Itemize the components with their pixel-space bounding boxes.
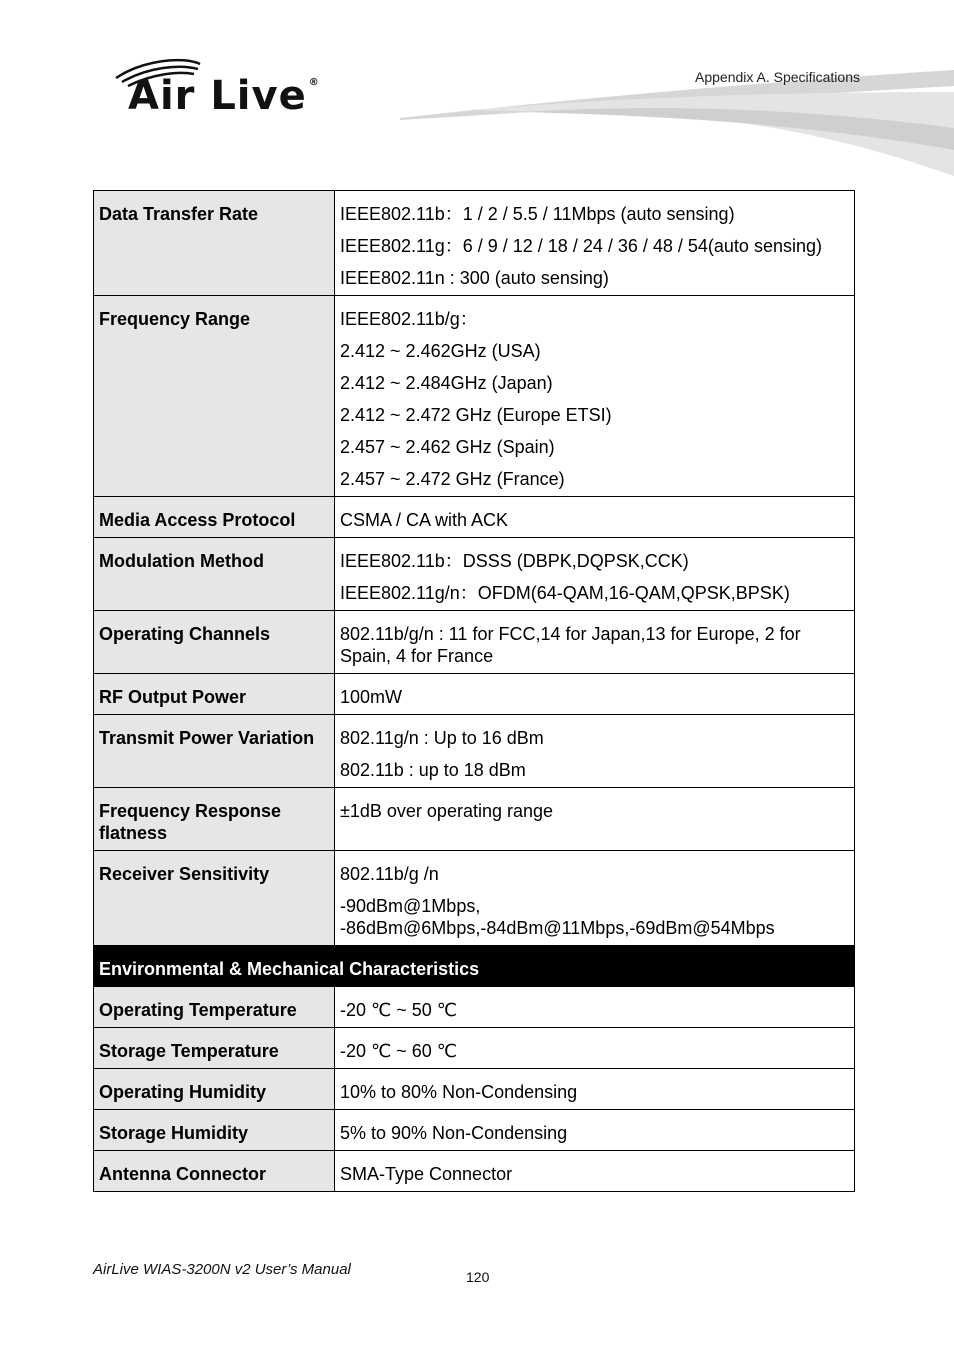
table-row: [94, 497, 855, 538]
spec-label: Frequency Response flatness: [94, 788, 335, 851]
spec-value-line: ±1dB over operating range: [340, 801, 554, 821]
spec-value-line: 802.11b : up to 18 dBm: [340, 760, 526, 780]
spec-value: [335, 296, 855, 497]
spec-value-line: 2.457 ~ 2.472 GHz (France): [340, 469, 565, 489]
spec-value: -20 ℃ ~ 50 ℃: [335, 987, 855, 1028]
table-row: [94, 1069, 855, 1110]
table-row: [94, 987, 855, 1028]
spec-value-line: 2.412 ~ 2.462GHz (USA): [340, 341, 541, 361]
table-row: [94, 1028, 855, 1069]
spec-value-line: 802.11b/g/n : 11 for FCC,14 for Japan,13 for Europe, 2 for Spain, 4 for France: [340, 624, 801, 666]
spec-label: Operating Temperature: [94, 987, 335, 1028]
spec-value: [335, 788, 855, 851]
table-row: [94, 296, 855, 497]
spec-value-line: 100mW: [340, 687, 403, 707]
table-row: [94, 1110, 855, 1151]
spec-value-line: 2.412 ~ 2.484GHz (Japan): [340, 373, 553, 393]
section-title: Appendix A. Specifications: [695, 69, 860, 85]
page-number: 120: [466, 1269, 490, 1285]
table-row: [94, 674, 855, 715]
table-row: [94, 788, 855, 851]
spec-value: [335, 497, 855, 538]
table-row: [94, 851, 855, 946]
spec-value-line: IEEE802.11b：DSSS (DBPK,DQPSK,CCK): [340, 551, 689, 571]
logo-wordmark: [128, 74, 318, 129]
spec-value-line: IEEE802.11b：1 / 2 / 5.5 / 11Mbps (auto sensing): [340, 204, 735, 224]
spec-value: [335, 191, 855, 296]
spec-value: 10% to 80% Non-Condensing: [335, 1069, 855, 1110]
spec-label: Frequency Range: [94, 296, 335, 497]
spec-value: SMA-Type Connector: [335, 1151, 855, 1192]
spec-value: [335, 538, 855, 611]
spec-label: Antenna Connector: [94, 1151, 335, 1192]
table-row: [94, 1151, 855, 1192]
spec-label: Receiver Sensitivity: [94, 851, 335, 946]
spec-value-line: -90dBm@1Mbps, -86dBm@6Mbps,-84dBm@11Mbps,-69dBm@54Mbps: [340, 896, 775, 938]
spec-value-line: 802.11b/g /n: [340, 864, 439, 884]
spec-label: RF Output Power: [94, 674, 335, 715]
spec-label: Transmit Power Variation: [94, 715, 335, 788]
spec-value: -20 ℃ ~ 60 ℃: [335, 1028, 855, 1069]
spec-value-line: IEEE802.11g/n：OFDM(64-QAM,16-QAM,QPSK,BPSK): [340, 583, 790, 603]
spec-value-line: 2.457 ~ 2.462 GHz (Spain): [340, 437, 555, 457]
spec-value-line: IEEE802.11b/g：: [340, 309, 478, 329]
spec-value: [335, 674, 855, 715]
spec-value: 5% to 90% Non-Condensing: [335, 1110, 855, 1151]
spec-value-line: 802.11g/n : Up to 16 dBm: [340, 728, 544, 748]
spec-value-line: CSMA / CA with ACK: [340, 510, 509, 530]
section-heading-row: [94, 946, 855, 987]
spec-label: Media Access Protocol: [94, 497, 335, 538]
spec-value: [335, 715, 855, 788]
spec-label: Operating Channels: [94, 611, 335, 674]
spec-value: [335, 611, 855, 674]
airlive-logo: [108, 58, 348, 128]
table-row: [94, 715, 855, 788]
spec-label: Modulation Method: [94, 538, 335, 611]
spec-label: Data Transfer Rate: [94, 191, 335, 296]
table-row: [94, 191, 855, 296]
spec-label: Storage Temperature: [94, 1028, 335, 1069]
spec-value-line: 2.412 ~ 2.472 GHz (Europe ETSI): [340, 405, 612, 425]
table-row: [94, 611, 855, 674]
registered-mark: ®: [308, 77, 320, 88]
section-heading: Environmental & Mechanical Characteristics: [94, 946, 855, 987]
spec-value-line: IEEE802.11g：6 / 9 / 12 / 18 / 24 / 36 / 48 / 54(auto sensing): [340, 236, 822, 256]
specifications-table: [93, 190, 855, 1192]
spec-value: [335, 851, 855, 946]
spec-label: Storage Humidity: [94, 1110, 335, 1151]
spec-label: Operating Humidity: [94, 1069, 335, 1110]
manual-title: AirLive WIAS-3200N v2 User’s Manual: [93, 1261, 351, 1278]
logo-text: Air Live: [128, 73, 307, 119]
spec-value-line: IEEE802.11n : 300 (auto sensing): [340, 268, 609, 288]
table-row: [94, 538, 855, 611]
